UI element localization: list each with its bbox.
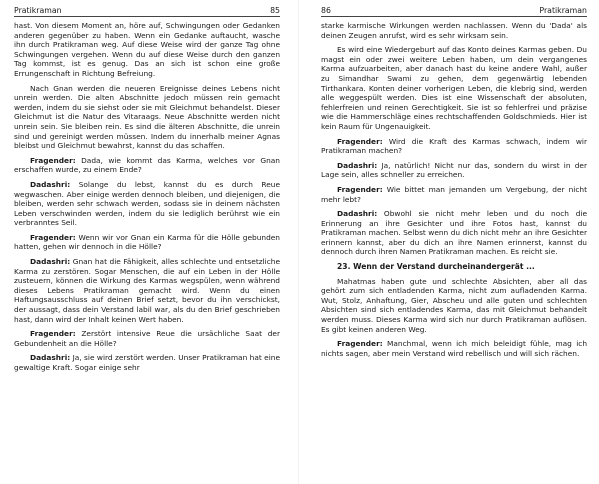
speaker-label: Fragender: [30, 232, 76, 242]
dialogue-paragraph [321, 185, 587, 204]
left-header-rule [14, 16, 280, 17]
speaker-label: Dadashri: [30, 257, 71, 267]
body-paragraph [321, 45, 587, 131]
paragraph-text: Es wird eine Wiedergeburt auf das Konto deines Karmas geben. Du magst ein oder zwei weitere Leben haben, um dein vergangenes Karma aufzuarbeiten, aber danach hast du keine andere Wahl, außer zu Simandhar Swami zu gehen, dem gegenwärtig lebenden Tirthankara. Konten deiner vorherigen Leben, die klebrig sind, werden alle weggespült werden. Dies ist eine Wissenschaft der absoluten, fehlerfreien und reinen Gerechtigkeit. Sie ist so fehlerfrei und präzise wie die Hammerschläge eines rechtschaffenden Goldschmieds. Hier ist kein Raum für Ungenauigkeit. [321, 45, 587, 131]
paragraph-text: Mahatmas haben gute und schlechte Absichten, aber all das gehört zum sich entladenden Karma, nicht zum aufladenden Karma. Wut, Stolz, Anhaftung, Gier, Abscheu und alle guten und schlechten Absichten sind sich entladendes Karma, das mit Gleichmut behandelt werden muss. Dieses Karma wird sich nur durch Pratikraman auflösen. Es gibt keinen anderen Weg. [321, 276, 587, 334]
right-page-number: 86 [321, 6, 331, 15]
dialogue-paragraph [14, 180, 280, 228]
paragraph-text: Obwohl sie nicht mehr leben und du noch die Erinnerung an ihre Gesichter und ihre Fotos hast, kannst du Pratikraman machen. Selbst wenn du dich nicht mehr an ihre Gesichter erinnern kannst, aber du dich an ihre Namen erinnerst, kannst du dennoch durch ihren Namen Pratikraman machen. Es reicht sie. [321, 209, 587, 257]
speaker-label: Fragender: [30, 329, 76, 339]
paragraph-text: Ja, sie wird zerstört werden. Unser Pratikraman hat eine gewaltige Kraft. Sogar einige sehr [14, 353, 280, 372]
right-page-body [321, 21, 587, 363]
paragraph-text: Solange du lebst, kannst du es durch Reue wegwaschen. Aber einige werden dennoch bleiben, und diejenigen, die bleiben, werden sehr schwach werden, sodass sie in deinem nächsten Leben verschwinden werden, indem du sie lediglich berührst wie ein verbranntes Seil. [14, 179, 280, 228]
body-paragraph [321, 277, 587, 335]
paragraph-text: Ja, natürlich! Nicht nur das, sondern du wirst in der Lage sein, alles schneller zu erreichen. [321, 160, 587, 180]
paragraph-text: Nach Gnan werden die neueren Ereignisse deines Lebens nicht unrein werden. Die alten Abschnitte jedoch müssen rein gemacht werden, indem du sie siehst oder sie mit Gleichmut behandelst. Dieser Gleichmut ist die Natur des Vitaraags. Neue Abschnitte werden nicht unrein sein. Sie bleiben rein. Es sind die älteren Abschnitte, die unrein sind und gereinigt werden müssen. Indem du innerhalb meiner Agnas bleibst und Gleichmut bewahrst, kannst du das schaffen. [14, 83, 280, 151]
paragraph-text: Gnan hat die Fähigkeit, alles schlechte und entsetzliche Karma zu zerstören. Sogar Menschen, die auf ein Leben in der Hölle zusteuern, können die Wirkung des Karmas wegspülen, wenn während dieses Lebens Pratikraman gemacht wird. Wenn du einen Haftungsausschluss auf deinen Brief setzt, bevor du ihn verschickst, der aussagt, dass dein Verstand labil war, als du den Brief geschrieben hast, dann wird der Inhalt keinen Wert haben. [14, 257, 280, 324]
left-page-header [14, 6, 280, 20]
dialogue-paragraph [321, 339, 587, 358]
dialogue-paragraph [14, 233, 280, 252]
speaker-label: Fragender: [337, 339, 383, 349]
right-header-rule [321, 16, 587, 17]
speaker-label: Dadashri: [337, 160, 378, 170]
paragraph-text: Wenn wir vor Gnan ein Karma für die Hölle gebunden hatten, gehen wir dennoch in die Hölle? [14, 232, 280, 252]
right-page-header [321, 6, 587, 20]
speaker-label: Dadashri: [337, 209, 378, 219]
speaker-label: Dadashri: [30, 353, 71, 363]
dialogue-paragraph [321, 137, 587, 156]
left-page [14, 0, 280, 484]
right-page [321, 0, 587, 484]
book-gutter [298, 0, 299, 484]
speaker-label: Dadashri: [30, 179, 71, 189]
dialogue-paragraph [14, 257, 280, 324]
body-paragraph [14, 21, 280, 79]
left-page-body [14, 21, 280, 378]
dialogue-paragraph [14, 329, 280, 348]
body-paragraph [14, 84, 280, 151]
left-page-number: 85 [270, 6, 280, 15]
paragraph-text: hast. Von diesem Moment an, höre auf, Schwingungen oder Gedanken anderen gegenüber zu haben. Wenn ein Gedanke auftaucht, wasche ihn durch Pratikraman weg. Auf diese Weise wird der ganze Tag ohne Schwingungen vergehen. Wenn du auf diese Weise durch den ganzen Tag kommst, ist es genug. Das an sich ist schon eine große Errungenschaft in Richtung Befreiung. [14, 21, 280, 78]
right-running-title: Pratikraman [539, 6, 587, 15]
speaker-label: Fragender: [337, 184, 383, 194]
paragraph-text: starke karmische Wirkungen werden nachlassen. Wenn du 'Dada' als deinen Zeugen anrufst, wird es sehr wirksam sein. [321, 21, 587, 40]
paragraph-text: Manchmal, wenn ich mich beleidigt fühle, mag ich nichts sagen, aber mein Verstand wird rebellisch und will sich rächen. [321, 339, 587, 358]
speaker-label: Fragender: [337, 136, 383, 146]
section-heading: 23. Wenn der Verstand durcheinandergerät ... [337, 262, 535, 272]
paragraph-text: Dada, wie kommt das Karma, welches vor Gnan erschaffen wurde, zu einem Ende? [14, 155, 280, 175]
dialogue-paragraph [321, 209, 587, 257]
dialogue-paragraph [321, 161, 587, 180]
dialogue-paragraph [14, 156, 280, 175]
paragraph-text: Zerstört intensive Reue die ursächliche Saat der Gebundenheit an die Hölle? [14, 329, 280, 348]
body-paragraph [321, 21, 587, 40]
paragraph-text: Wird die Kraft des Karmas schwach, indem wir Pratikraman machen? [321, 136, 587, 156]
paragraph-text: Wie bittet man jemanden um Vergebung, der nicht mehr lebt? [321, 184, 587, 204]
left-running-title: Pratikraman [14, 6, 62, 15]
speaker-label: Fragender: [30, 155, 76, 165]
dialogue-paragraph [14, 353, 280, 372]
